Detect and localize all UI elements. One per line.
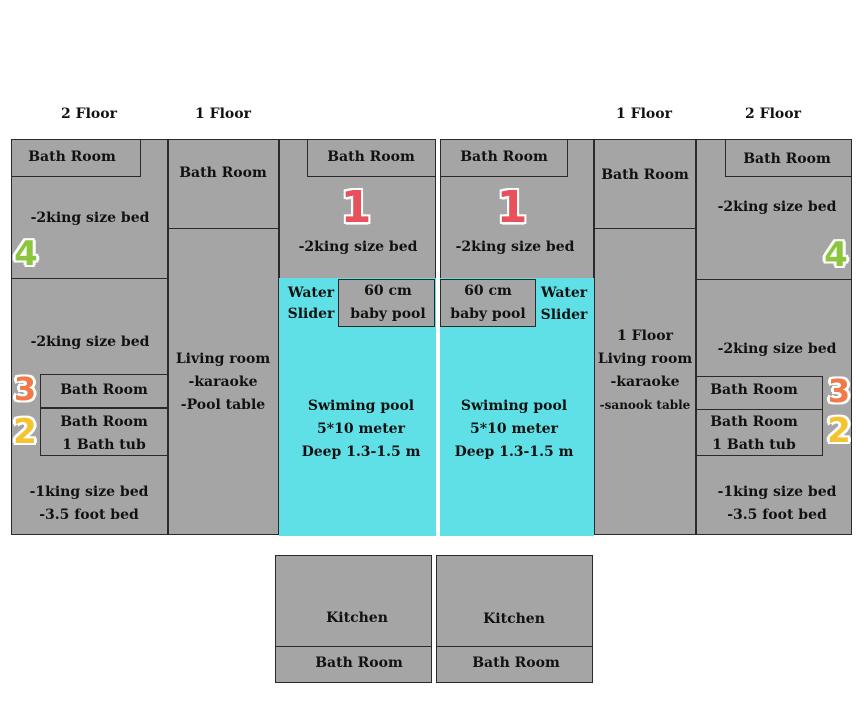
left-room-4-bathroom-label: Bath Room <box>28 149 116 165</box>
left-room-3-bathroom-label: Bath Room <box>60 382 148 398</box>
left-baby-pool-label-1: 60 cm <box>364 283 412 299</box>
right-kitchen-bathroom-label: Bath Room <box>472 655 560 671</box>
left-kitchen <box>275 555 432 647</box>
left-room-4-bed-label: -2king size bed <box>30 210 150 226</box>
right-room-2-bathroom-label-2: 1 Bath tub <box>712 437 796 453</box>
room-number-4-left: 4 <box>14 234 38 274</box>
floor-label-left-1: 1 Floor <box>195 106 251 122</box>
left-pool-label-3: Deep 1.3-1.5 m <box>301 444 421 460</box>
room-number-3-right: 3 <box>827 372 851 410</box>
floor-label-right-1: 1 Floor <box>616 106 672 122</box>
right-living-label-3: -karaoke <box>610 374 680 390</box>
right-room-2-bathroom-label-1: Bath Room <box>710 414 798 430</box>
left-slider-label-1: Water <box>287 285 335 301</box>
left-ground-bathroom-label: Bath Room <box>179 165 267 181</box>
right-room-4-bed-label: -2king size bed <box>717 199 837 215</box>
room-number-2-left: 2 <box>13 412 37 452</box>
right-pool-label-1: Swiming pool <box>460 398 568 414</box>
left-room-2-bed-label-2: -3.5 foot bed <box>39 507 139 523</box>
right-living-label-2: Living room <box>597 351 693 367</box>
right-center-bathroom-label: Bath Room <box>460 149 548 165</box>
left-center-bed-label: -2king size bed <box>298 239 418 255</box>
left-baby-pool-label-2: baby pool <box>350 306 426 322</box>
right-living-label-1: 1 Floor <box>617 328 673 344</box>
floor-label-right-2: 2 Floor <box>745 106 801 122</box>
left-room-2-bed-label-1: -1king size bed <box>29 484 149 500</box>
right-slider-label-1: Water <box>540 285 588 301</box>
left-living-label-1: Living room <box>175 351 271 367</box>
right-room-2-bed-label-2: -3.5 foot bed <box>727 507 827 523</box>
room-number-4-right: 4 <box>824 235 848 275</box>
right-living-label-4: -sanook table <box>599 398 691 412</box>
left-kitchen-bathroom-label: Bath Room <box>315 655 403 671</box>
right-ground-bathroom-label: Bath Room <box>601 167 689 183</box>
right-room-3-bed-label: -2king size bed <box>717 341 837 357</box>
right-kitchen-label: Kitchen <box>483 611 545 627</box>
right-kitchen <box>436 555 593 647</box>
left-pool-label-2: 5*10 meter <box>317 421 405 437</box>
right-baby-pool-label-2: baby pool <box>450 306 526 322</box>
right-room-3-bathroom-label: Bath Room <box>710 382 798 398</box>
right-pool-label-2: 5*10 meter <box>470 421 558 437</box>
right-slider-label-2: Slider <box>540 307 588 323</box>
left-room-3-bed-label: -2king size bed <box>30 334 150 350</box>
left-living-label-3: -Pool table <box>180 397 266 413</box>
floor-label-left-2: 2 Floor <box>61 106 117 122</box>
right-center-bed-label: -2king size bed <box>455 239 575 255</box>
right-pool-label-3: Deep 1.3-1.5 m <box>454 444 574 460</box>
right-room-4-bathroom-label: Bath Room <box>743 151 831 167</box>
room-number-1-right: 1 <box>496 182 528 233</box>
left-kitchen-label: Kitchen <box>326 610 388 626</box>
room-number-2-right: 2 <box>827 411 851 451</box>
left-slider-label-2: Slider <box>287 306 335 322</box>
room-number-1-left: 1 <box>340 182 372 233</box>
left-room-2-bathroom-label-2: 1 Bath tub <box>62 437 146 453</box>
left-room-2-bathroom-label-1: Bath Room <box>60 414 148 430</box>
left-center-bathroom-label: Bath Room <box>327 149 415 165</box>
left-living-label-2: -karaoke <box>188 374 258 390</box>
room-number-3-left: 3 <box>13 370 37 408</box>
left-pool-label-1: Swiming pool <box>307 398 415 414</box>
right-baby-pool-label-1: 60 cm <box>464 283 512 299</box>
right-room-2-bed-label-1: -1king size bed <box>717 484 837 500</box>
